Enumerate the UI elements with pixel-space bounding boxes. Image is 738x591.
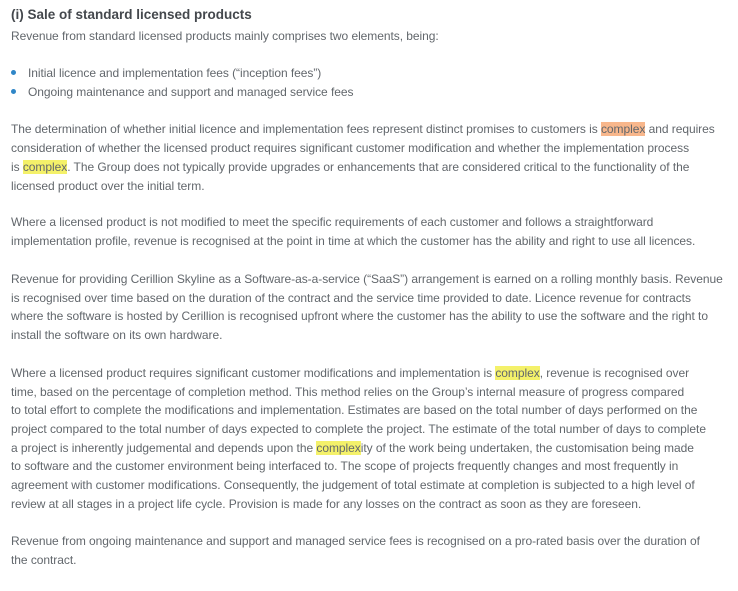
text-run: ity of the work being undertaken, the customisation being made bbox=[360, 441, 694, 455]
text-run: . The Group does not typically provide upgrades or enhancements that are considered critical to the functionality of the bbox=[67, 160, 690, 174]
paragraph-line: the contract. bbox=[11, 553, 77, 567]
paragraph-line: Where a licensed product is not modified to meet the specific requirements of each customer and follows a straightforward bbox=[11, 215, 654, 229]
section-heading: (i) Sale of standard licensed products bbox=[11, 7, 252, 22]
paragraph-line: Revenue for providing Cerillion Skyline as a Software-as-a-service (“SaaS”) arrangement is earned on a rolling monthly basis. Revenue bbox=[11, 272, 723, 286]
paragraph-line: Revenue from ongoing maintenance and support and managed service fees is recognised on a pro-rated basis over the duration of bbox=[11, 534, 700, 548]
bullet-dot-icon bbox=[11, 89, 16, 94]
bullet-item: Ongoing maintenance and support and managed service fees bbox=[28, 85, 354, 99]
paragraph-line: project compared to the total number of days expected to complete the project. The estimate of the total number of days to complete bbox=[11, 422, 706, 436]
text-run: Where a licensed product requires significant customer modifications and implementation is bbox=[11, 366, 496, 380]
text-run: and requires bbox=[645, 122, 715, 136]
text-run: a project is inherently judgemental and depends upon the bbox=[11, 441, 317, 455]
intro-line: Revenue from standard licensed products mainly comprises two elements, being: bbox=[11, 29, 439, 43]
search-highlight[interactable]: complex bbox=[22, 160, 68, 174]
search-highlight[interactable]: complex bbox=[316, 441, 361, 455]
search-highlight[interactable]: complex bbox=[495, 366, 540, 380]
paragraph-line: where the software is hosted by Cerillion is recognised upfront where the customer has the ability to use the software and the right to bbox=[11, 309, 708, 323]
text-run: is bbox=[11, 160, 23, 174]
bullet-dot-icon bbox=[11, 70, 16, 75]
text-run: The determination of whether initial licence and implementation fees represent distinct promises to customers is bbox=[11, 122, 601, 136]
paragraph-line: licensed product over the initial term. bbox=[11, 179, 205, 193]
paragraph-line bbox=[11, 439, 694, 458]
paragraph-line: time, based on the percentage of completion method. This method relies on the Group’s internal measure of progress compared bbox=[11, 385, 685, 399]
paragraph-line: is recognised over time based on the duration of the contract and the service time provided to date. Licence revenue for contracts bbox=[11, 291, 691, 305]
paragraph-line: to total effort to complete the modifications and implementation. Estimates are based on the total number of days performed on the bbox=[11, 403, 698, 417]
paragraph-line: consideration of whether the licensed product requires significant customer modification and whether the implementation process bbox=[11, 141, 690, 155]
paragraph-line: to software and the customer environment being interfaced to. The scope of projects frequently changes and most frequently in bbox=[11, 459, 679, 473]
paragraph-line bbox=[11, 120, 715, 139]
paragraph-line bbox=[11, 364, 689, 383]
text-run: , revenue is recognised over bbox=[539, 366, 690, 380]
search-highlight-current[interactable]: complex bbox=[600, 122, 646, 136]
paragraph-line bbox=[11, 158, 689, 177]
bullet-item: Initial licence and implementation fees (“inception fees”) bbox=[28, 66, 322, 80]
paragraph-line: implementation profile, revenue is recognised at the point in time at which the customer has the ability and right to use all licences. bbox=[11, 234, 696, 248]
paragraph-line: review at all stages in a project life cycle. Provision is made for any losses on the contract as soon as they are foreseen. bbox=[11, 497, 642, 511]
paragraph-line: agreement with customer modifications. Consequently, the judgement of total estimate at completion is subjected to a high level of bbox=[11, 478, 695, 492]
paragraph-line: install the software on its own hardware. bbox=[11, 328, 223, 342]
